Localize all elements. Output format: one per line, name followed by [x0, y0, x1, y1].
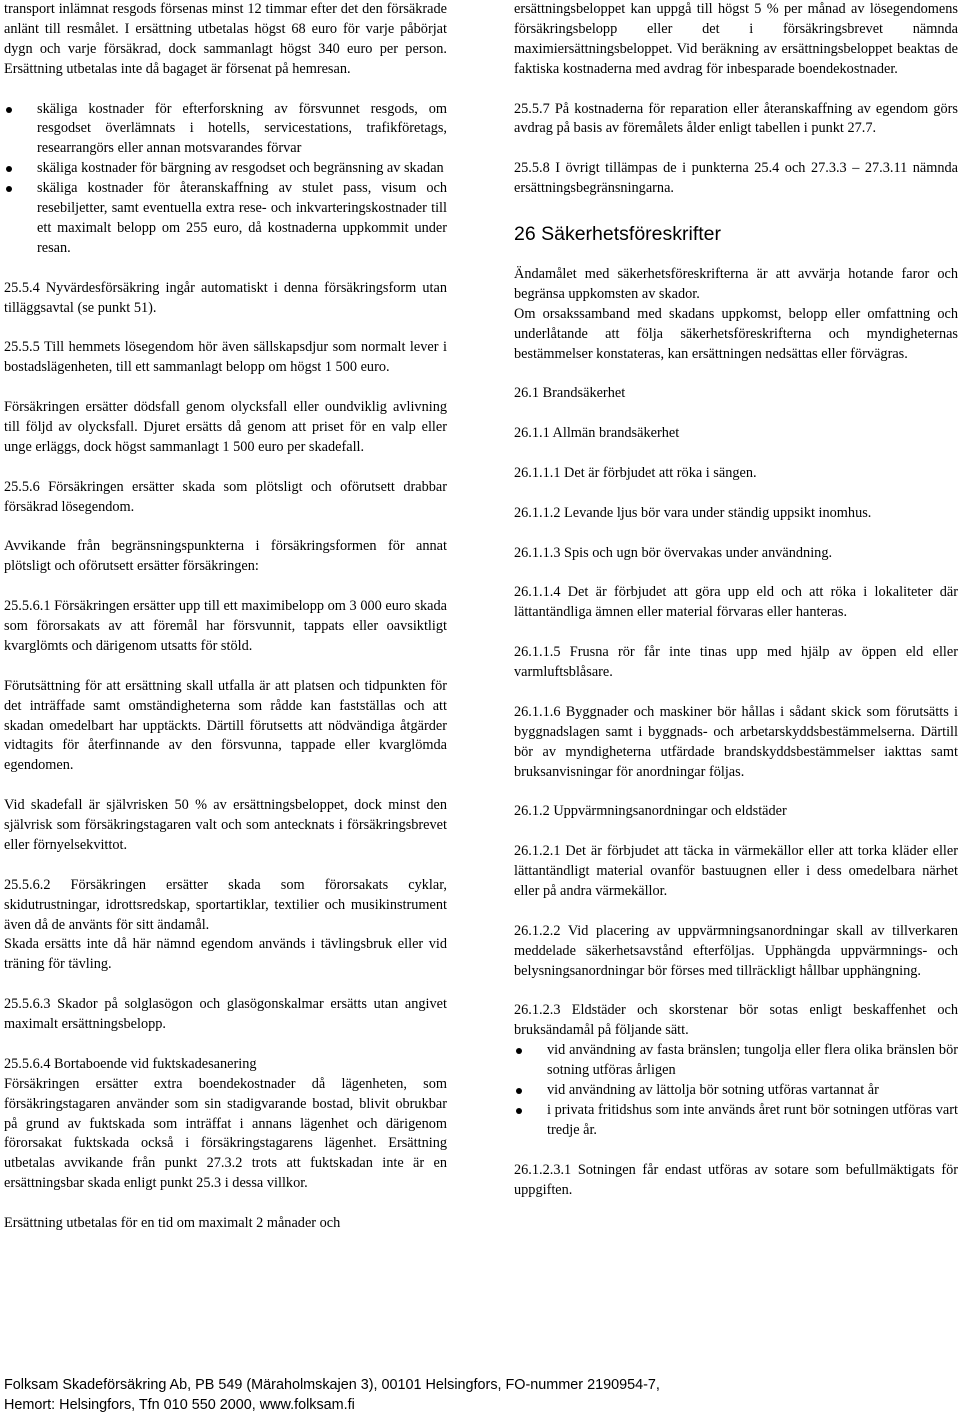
paragraph-pet-death: Försäkringen ersätter dödsfall genom olycksfall eller oundviklig avlivning till följd av olycksfall. Djuret ersätts då genom att priset för en valp eller unge erläggs, dock högst sammanlagt 1 500 euro per skadefall. [4, 399, 447, 455]
paragraph-25-5-6-4: Försäkringen ersätter extra boendekostnader då lägenheten, som försäkringstagaren använder som sin stadigvarande bostad, blivit obrukbar på grund av fuktskada som inträffat i annans lägenhet och därigenom förorsakat fuktskada också i försäkringstagarens lägenhet. Ersättning utbetalas avvikande från punkt 27.3.2 trots att fuktskadan inte är en ersättningsbar skada enligt punkt 25.3 i dessa villkor. [4, 1075, 447, 1192]
sweeping-bullet-list [514, 1041, 958, 1141]
paragraph-26-1-1-1: 26.1.1.1 Det är förbjudet att röka i sängen. [514, 465, 757, 482]
bullet-solid-fuel: vid användning av fasta bränslen; tungolja eller flera olika bränslen bör sotning utföras årligen [514, 1041, 958, 1081]
paragraph-condition: Förutsättning för att ersättning skall utfalla är att platsen och tidpunkten för det inträffade samt omständigheterna som rådde kan fastställas och att skadan omedelbart har upptäckts. Därtill förutsetts att nödvändiga åtgärder vidtagits för återfinnande av den försvunna, tappade eller kvarglömda egendomen. [4, 677, 447, 774]
paragraph-causal: Om orsakssamband med skadans uppkomst, belopp eller omfattning och underlåtande att följa säkerhetsföreskrifterna och myndigheternas bestämmelser konstateras, kan ersättningen nedsättas eller förvägras. [514, 305, 958, 362]
paragraph-25-5-8: 25.5.8 I övrigt tillämpas de i punkterna 25.4 och 27.3.3 – 27.3.11 nämnda ersättningsbegränsningarna. [514, 160, 958, 197]
paragraph-26-1-2-2: 26.1.2.2 Vid placering av uppvärmningsanordningar skall av tillverkaren meddelade säkerhetsavstånd efterföljas. Upphängda uppvärmnings- och belysningsanordningar bör förses med tillräckligt hållbar upphängning. [514, 922, 958, 979]
paragraph-deviating: Avvikande från begränsningspunkterna i försäkringsformen för annat plötsligt och oförutsett ersätter försäkringen: [4, 538, 447, 575]
paragraph-26-1-1-4: 26.1.1.4 Det är förbjudet att göra upp eld och att röka i lokaliteter där lättantändliga ämnen eller material förvaras eller hanteras. [514, 584, 958, 621]
left-column [4, 0, 447, 1234]
paragraph-25-5-6-1: 25.5.6.1 Försäkringen ersätter upp till ett maximibelopp om 3 000 euro skada som förorsakats av att föremål har försvunnit, tappats eller oavsiktligt kvarglömts och därigenom utsatts för stöld. [4, 598, 447, 654]
paragraph-26-1-1-3: 26.1.1.3 Spis och ugn bör övervakas under användning. [514, 544, 833, 561]
paragraph-deductible: Vid skadefall är självrisken 50 % av ersättningsbeloppet, dock minst den självrisk som försäkringstagaren valt och som antecknats i försäkringsbrevet eller förnyelsekvittot. [4, 797, 447, 853]
paragraph-sports-exclusion: Skada ersätts inte då här nämnd egendom används i tävlingsbruk eller vid träning för tävling. [4, 936, 447, 973]
heading-26-1: 26.1 Brandsäkerhet [514, 385, 626, 402]
right-column [514, 0, 958, 1220]
bullet-light-oil: vid användning av lättolja bör sotning utföras vartannat år [514, 1081, 958, 1101]
paragraph-26-1-2-3: 26.1.2.3 Eldstäder och skorstenar bör sotas enligt beskaffenhet och bruksändamål på följande sätt. [514, 1002, 958, 1039]
paragraph-top: ersättningsbeloppet kan uppgå till högst 5 % per månad av lösegendomens försäkringsbelopp eller det i försäkringsbrevet nämnda maximiersättningsbeloppet. Vid beräkning av ersättningsbeloppet beaktas de faktiska kostnaderna med avdrag för inbesparade boendekostnader. [514, 1, 958, 77]
footer-company-line: Folksam Skadeförsäkring Ab, PB 549 (Märaholmskajen 3), 00101 Helsingfors, FO-nummer 2190954-7, [4, 1377, 660, 1393]
paragraph-25-5-6-2: 25.5.6.2 Försäkringen ersätter skada som förorsakats cyklar, skidutrustningar, idrottsredskap, sportartiklar, textilier och musikinstrument även då de använts för sitt ändamål. [4, 876, 447, 933]
bullet-salvage-costs: skäliga kostnader för bärgning av resgodset och begränsning av skadan [4, 159, 447, 179]
paragraph-26-1-2-3-1: 26.1.2.3.1 Sotningen får endast utföras av sotare som befullmäktigats för uppgiften. [514, 1161, 958, 1198]
paragraph-tail: Ersättning utbetalas för en tid om maximalt 2 månader och [4, 1215, 341, 1232]
heading-26-1-1: 26.1.1 Allmän brandsäkerhet [514, 425, 680, 442]
footer-contact-line: Hemort: Helsingfors, Tfn 010 550 2000, www.folksam.fi [4, 1397, 355, 1413]
paragraph-26-1-1-6: 26.1.1.6 Byggnader och maskiner bör hållas i sådant skick som förutsätts i byggnadslagen samt i byggnads- och arbetarskyddsbestämmelserna. Därtill bör av myndigheterna utfärdade brandskyddsbestämmelser iakttas samt bruksanvisningar för anordningar följas. [514, 703, 958, 780]
paragraph-25-5-6-3: 25.5.6.3 Skador på solglasögon och glasögonskalmar ersätts utan angivet maximalt ersättningsbelopp. [4, 996, 447, 1033]
paragraph-25-5-4: 25.5.4 Nyvärdesförsäkring ingår automatiskt i denna försäkringsform utan tilläggsavtal (se punkt 51). [4, 279, 447, 316]
paragraph-purpose: Ändamålet med säkerhetsföreskrifterna är att avvärja hotande faror och begränsa uppkomsten av skador. [514, 266, 958, 302]
paragraph-26-1-1-5: 26.1.1.5 Frusna rör får inte tinas upp med hjälp av öppen eld eller varmluftsblåsare. [514, 644, 958, 681]
bullet-search-costs: skäliga kostnader för efterforskning av försvunnet resgods, om resgodset överlämnats i hotells, servicestations, trafikföretags, researrangörs eller annan motsvarandes förvar [4, 100, 447, 160]
page-footer [4, 1375, 954, 1415]
paragraph-26-1-2-1: 26.1.2.1 Det är förbjudet att täcka in värmekällor eller att torka kläder eller lättantändligt material ovanför bastuugnen eller i dess omedelbara närhet eller på andra värmekällor. [514, 843, 958, 899]
bullet-holiday-homes: i privata fritidshus som inte används året runt bör sotningen utföras vart tredje år. [514, 1101, 958, 1141]
paragraph-25-5-6: 25.5.6 Försäkringen ersätter skada som plötsligt och oförutsett drabbar försäkrad lösegendom. [4, 478, 447, 515]
paragraph-25-5-6-4-title: 25.5.6.4 Bortaboende vid fuktskadesanering [4, 1055, 257, 1072]
cost-bullet-list [4, 100, 447, 259]
heading-26-1-2: 26.1.2 Uppvärmningsanordningar och eldstäder [514, 803, 787, 820]
paragraph-25-5-7: 25.5.7 På kostnaderna för reparation eller återanskaffning av egendom görs avdrag på basis av föremålets ålder enligt tabellen i punkt 27.7. [514, 100, 958, 137]
intro-paragraph: transport inlämnat resgods försenas minst 12 timmar efter det den försäkrade anlänt till resmålet. I ersättning utbetalas högst 68 euro för varje påbörjat dygn och varje försäkrad, dock sammanlagt högst 340 euro per person. Ersättning utbetalas inte då bagaget är försenat på hemresan. [4, 1, 447, 77]
section-heading: 26 Säkerhetsföreskrifter [514, 223, 722, 246]
bullet-passport-costs: skäliga kostnader för återanskaffning av stulet pass, visum och resebiljetter, samt eventuella extra rese- och inkvarteringskostnader till ett maximalt belopp om 255 euro, då kostnaderna uppkommit under resan. [4, 179, 447, 259]
paragraph-25-5-5: 25.5.5 Till hemmets lösegendom hör även sällskapsdjur som normalt lever i bostadslägenheten, till ett sammanlagt belopp om högst 1 500 euro. [4, 339, 447, 376]
paragraph-26-1-1-2: 26.1.1.2 Levande ljus bör vara under ständig uppsikt inomhus. [514, 504, 872, 521]
